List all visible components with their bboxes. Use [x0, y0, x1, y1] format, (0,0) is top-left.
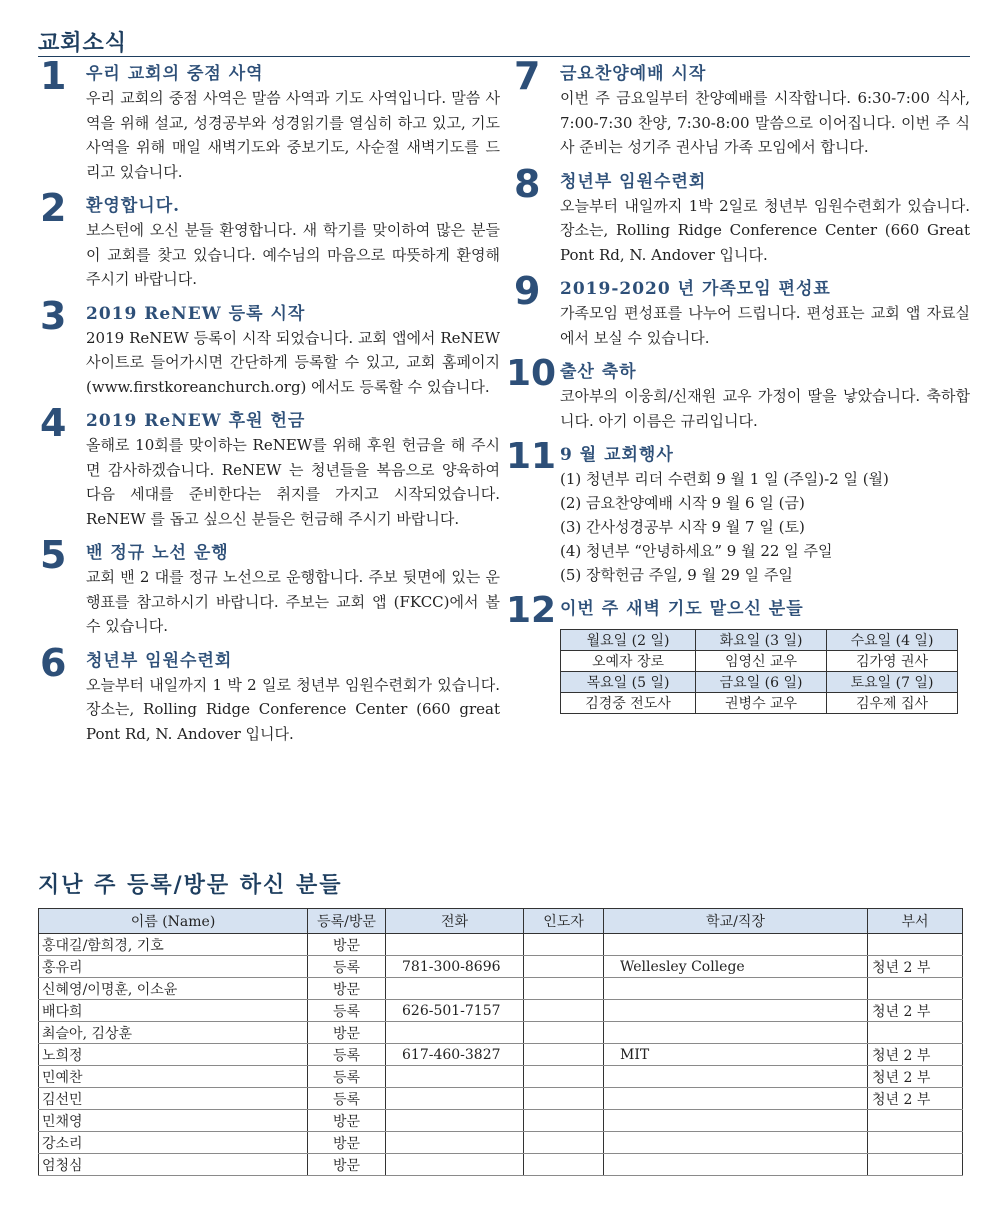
- prayer-day-cell: 목요일 (5 일): [561, 672, 696, 693]
- name-cell: 배다희: [39, 1000, 308, 1022]
- news-column-right: [506, 54, 970, 724]
- item-body: 교회 밴 2 대를 정규 노선으로 운행합니다. 주보 뒷면에 있는 운행표를 참고하시기 바랍니다. 주보는 교회 앱 (FKCC)에서 볼 수 있습니다.: [86, 568, 500, 635]
- name-cell: 최슬아, 김상훈: [39, 1022, 308, 1044]
- item-title: 청년부 임원수련회: [560, 171, 707, 192]
- school-cell: [604, 978, 868, 1000]
- item-number: 10: [506, 353, 557, 394]
- guide-cell: [524, 956, 604, 978]
- item-number: 4: [40, 401, 67, 445]
- type-cell: 등록: [308, 1000, 386, 1022]
- prayer-day-cell: 월요일 (2 일): [561, 630, 696, 651]
- prayer-leader-cell: 임영신 교우: [696, 651, 827, 672]
- name-cell: 민예찬: [39, 1066, 308, 1088]
- phone-cell: 781-300-8696: [386, 956, 524, 978]
- phone-cell: [386, 1022, 524, 1044]
- school-cell: [604, 1154, 868, 1176]
- school-cell: [604, 1132, 868, 1154]
- prayer-day-row: [561, 672, 958, 693]
- prayer-day-cell: 토요일 (7 일): [827, 672, 958, 693]
- dept-cell: 청년 2 부: [868, 1088, 963, 1110]
- item-title: 9 월 교회행사: [560, 445, 674, 465]
- section-divider: [38, 56, 970, 57]
- item-number: 6: [40, 640, 67, 685]
- guide-cell: [524, 1132, 604, 1154]
- dept-cell: [868, 1022, 963, 1044]
- item-number: 12: [506, 590, 557, 631]
- name-cell: 홍유리: [39, 956, 308, 978]
- table-row: [39, 1022, 963, 1044]
- item-body: 가족모임 편성표를 나누어 드립니다. 편성표는 교회 앱 자료실에서 보실 수 있습니다.: [560, 304, 970, 347]
- events-item: [506, 436, 970, 587]
- news-item: [38, 293, 500, 400]
- guide-cell: [524, 1044, 604, 1066]
- item-number: 9: [514, 269, 541, 313]
- news-item: [38, 401, 500, 531]
- event-entry: (1) 청년부 리더 수련회 9 월 1 일 (주일)-2 일 (월): [560, 470, 889, 488]
- name-cell: 홍대길/함희경, 기호: [39, 934, 308, 956]
- news-item: [512, 161, 970, 268]
- type-cell: 방문: [308, 1154, 386, 1176]
- dept-cell: 청년 2 부: [868, 1000, 963, 1022]
- phone-cell: 617-460-3827: [386, 1044, 524, 1066]
- news-column-left: [38, 54, 500, 756]
- prayer-leader-row: [561, 651, 958, 672]
- item-title: 이번 주 새벽 기도 맡으신 분들: [560, 599, 804, 619]
- event-entry: (2) 금요찬양예배 시작 9 월 6 일 (금): [560, 494, 805, 512]
- phone-cell: [386, 1154, 524, 1176]
- school-cell: [604, 934, 868, 956]
- prayer-schedule-table: [560, 629, 958, 714]
- type-cell: 등록: [308, 1066, 386, 1088]
- news-item: [38, 640, 500, 747]
- column-header: 전화: [386, 909, 524, 934]
- item-body: 이번 주 금요일부터 찬양예배를 시작합니다. 6:30-7:00 식사, 7:00-7:30 찬양, 7:30-8:00 말씀으로 이어집니다. 이번 주 식사 준비는 성기주 권사님 가족 모임에서 합니다.: [560, 89, 970, 156]
- table-row: [39, 1088, 963, 1110]
- school-cell: [604, 1066, 868, 1088]
- phone-cell: [386, 1088, 524, 1110]
- dept-cell: 청년 2 부: [868, 1044, 963, 1066]
- event-entry: (4) 청년부 “안녕하세요” 9 월 22 일 주일: [560, 542, 833, 560]
- news-item: [512, 269, 970, 350]
- visitors-title: 지난 주 등록/방문 하신 분들: [38, 872, 343, 898]
- news-item: [38, 533, 500, 639]
- type-cell: 방문: [308, 934, 386, 956]
- school-cell: Wellesley College: [604, 956, 868, 978]
- school-cell: [604, 1088, 868, 1110]
- name-cell: 엄청심: [39, 1154, 308, 1176]
- school-cell: [604, 1000, 868, 1022]
- column-header: 부서: [868, 909, 963, 934]
- type-cell: 방문: [308, 978, 386, 1000]
- item-title: 밴 정규 노선 운행: [86, 543, 229, 563]
- item-number: 1: [40, 54, 67, 98]
- type-cell: 등록: [308, 1088, 386, 1110]
- item-title: 2019 ReNEW 후원 헌금: [86, 411, 306, 431]
- name-cell: 김선민: [39, 1088, 308, 1110]
- prayer-leader-cell: 김가영 권사: [827, 651, 958, 672]
- prayer-day-cell: 수요일 (4 일): [827, 630, 958, 651]
- item-body: 올해로 10회를 맞이하는 ReNEW를 위해 후원 헌금을 해 주시면 감사하겠습니다. ReNEW 는 청년들을 복음으로 양육하여 다음 세대를 준비한다는 취지를 가지고 시작되었습니다. ReNEW 를 돕고 싶으신 분들은 헌금해 주시기 바랍니다.: [86, 436, 500, 528]
- phone-cell: [386, 934, 524, 956]
- item-body: 코아부의 이웅희/신재원 교우 가정이 딸을 낳았습니다. 축하합니다. 아기 이름은 규리입니다.: [560, 387, 970, 430]
- dept-cell: 청년 2 부: [868, 956, 963, 978]
- column-header: 등록/방문: [308, 909, 386, 934]
- type-cell: 방문: [308, 1110, 386, 1132]
- name-cell: 민채영: [39, 1110, 308, 1132]
- dept-cell: [868, 978, 963, 1000]
- guide-cell: [524, 1066, 604, 1088]
- column-header: 이름 (Name): [39, 909, 308, 934]
- school-cell: [604, 1110, 868, 1132]
- news-item: [512, 54, 970, 160]
- table-row: [39, 934, 963, 956]
- guide-cell: [524, 934, 604, 956]
- item-number: 8: [514, 161, 541, 206]
- table-row: [39, 1132, 963, 1154]
- item-title: 2019 ReNEW 등록 시작: [86, 303, 306, 324]
- news-item: [506, 353, 970, 433]
- visitors-table: [38, 908, 963, 1176]
- event-entry: (5) 장학헌금 주일, 9 월 29 일 주일: [560, 566, 793, 584]
- item-title: 환영합니다.: [86, 196, 181, 216]
- phone-cell: [386, 978, 524, 1000]
- events-list: [560, 467, 970, 587]
- item-title: 우리 교회의 중점 사역: [86, 64, 264, 84]
- table-row: [39, 1000, 963, 1022]
- item-body: 보스턴에 오신 분들 환영합니다. 새 학기를 맞이하여 많은 분들이 교회를 찾고 있습니다. 예수님의 마음으로 따뜻하게 환영해 주시기 바랍니다.: [86, 221, 500, 288]
- item-body: 우리 교회의 중점 사역은 말씀 사역과 기도 사역입니다. 말씀 사역을 위해 설교, 성경공부와 성경읽기를 열심히 하고 있고, 기도 사역을 위해 매일 새벽기도와 중보기도, 사순절 새벽기도를 드리고 있습니다.: [86, 89, 500, 181]
- table-row: [39, 1154, 963, 1176]
- phone-cell: [386, 1110, 524, 1132]
- guide-cell: [524, 1154, 604, 1176]
- item-number: 11: [506, 436, 557, 477]
- type-cell: 방문: [308, 1132, 386, 1154]
- item-title: 청년부 임원수련회: [86, 650, 233, 671]
- prayer-day-cell: 금요일 (6 일): [696, 672, 827, 693]
- news-item: [38, 186, 500, 292]
- table-row: [39, 978, 963, 1000]
- item-number: 3: [40, 293, 67, 338]
- name-cell: 노희정: [39, 1044, 308, 1066]
- column-header: 학교/직장: [604, 909, 868, 934]
- news-item: [38, 54, 500, 184]
- item-number: 5: [40, 533, 67, 577]
- dept-cell: [868, 1154, 963, 1176]
- type-cell: 방문: [308, 1022, 386, 1044]
- dept-cell: [868, 1132, 963, 1154]
- table-row: [39, 956, 963, 978]
- prayer-leader-cell: 김경중 전도사: [561, 693, 696, 714]
- prayer-leader-row: [561, 693, 958, 714]
- table-row: [39, 1044, 963, 1066]
- phone-cell: [386, 1066, 524, 1088]
- name-cell: 강소리: [39, 1132, 308, 1154]
- item-title: 출산 축하: [560, 362, 637, 382]
- guide-cell: [524, 1022, 604, 1044]
- dept-cell: 청년 2 부: [868, 1066, 963, 1088]
- item-title: 2019-2020 년 가족모임 편성표: [560, 279, 831, 299]
- section-title: 교회소식: [38, 30, 128, 56]
- prayer-leader-cell: 오예자 장로: [561, 651, 696, 672]
- guide-cell: [524, 1110, 604, 1132]
- school-cell: [604, 1022, 868, 1044]
- phone-cell: [386, 1132, 524, 1154]
- dept-cell: [868, 934, 963, 956]
- school-cell: MIT: [604, 1044, 868, 1066]
- column-header: 인도자: [524, 909, 604, 934]
- guide-cell: [524, 978, 604, 1000]
- event-entry: (3) 간사성경공부 시작 9 월 7 일 (토): [560, 518, 805, 536]
- type-cell: 등록: [308, 1044, 386, 1066]
- prayer-leader-cell: 권병수 교우: [696, 693, 827, 714]
- item-title: 금요찬양예배 시작: [560, 64, 707, 84]
- item-body: 오늘부터 내일까지 1 박 2 일로 청년부 임원수련회가 있습니다. 장소는, Rolling Ridge Conference Center (660 great Pont Rd, N. Andover 입니다.: [86, 675, 500, 743]
- item-number: 7: [514, 54, 541, 98]
- phone-cell: 626-501-7157: [386, 1000, 524, 1022]
- table-row: [39, 1066, 963, 1088]
- guide-cell: [524, 1000, 604, 1022]
- name-cell: 신혜영/이명훈, 이소윤: [39, 978, 308, 1000]
- item-number: 2: [40, 186, 67, 230]
- item-body: 오늘부터 내일까지 1박 2일로 청년부 임원수련회가 있습니다. 장소는, Rolling Ridge Conference Center (660 Great Pont Rd, N. Andover 입니다.: [560, 196, 970, 264]
- type-cell: 등록: [308, 956, 386, 978]
- prayer-day-cell: 화요일 (3 일): [696, 630, 827, 651]
- item-body: 2019 ReNEW 등록이 시작 되었습니다. 교회 앱에서 ReNEW 사이트로 들어가시면 간단하게 등록할 수 있고, 교회 홈페이지 (www.firstkoreanchurch.org) 에서도 등록할 수 있습니다.: [86, 328, 500, 396]
- table-row: [39, 1110, 963, 1132]
- prayer-day-row: [561, 630, 958, 651]
- guide-cell: [524, 1088, 604, 1110]
- dept-cell: [868, 1110, 963, 1132]
- prayer-leader-cell: 김우제 집사: [827, 693, 958, 714]
- prayer-item: [506, 590, 970, 714]
- table-header-row: [39, 909, 963, 934]
